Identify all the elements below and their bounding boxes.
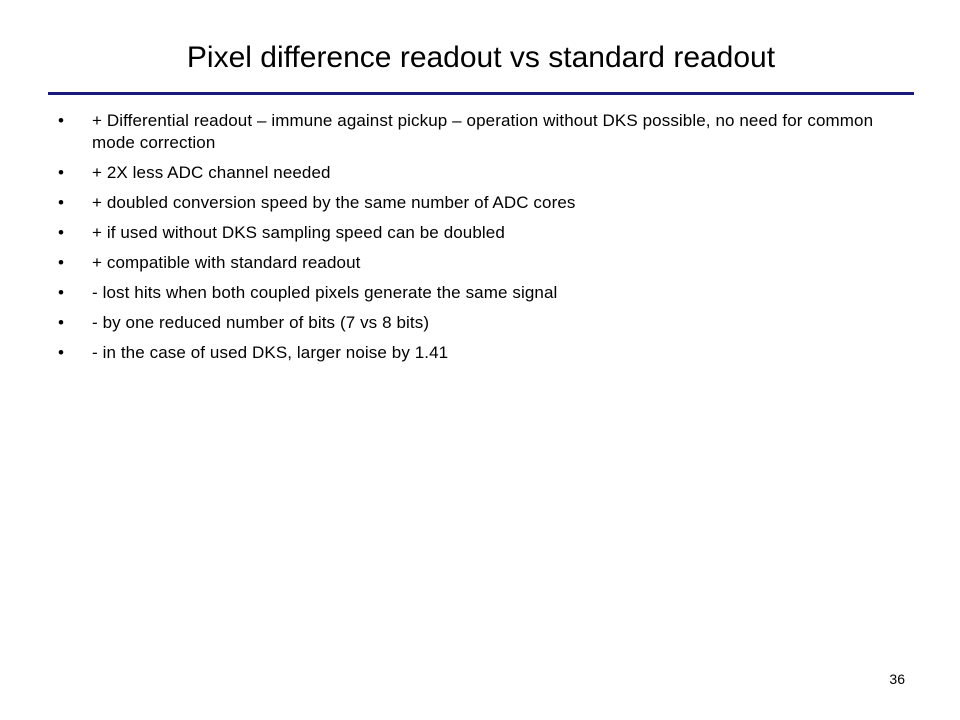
bullet-item — [58, 110, 898, 154]
bullet-item — [58, 252, 898, 274]
bullet-item — [58, 222, 898, 244]
bullet-text: + Differential readout – immune against pickup – operation without DKS possible, no need for common mode correction — [92, 111, 874, 152]
bullet-item — [58, 342, 898, 364]
bullet-marker: • — [58, 343, 65, 362]
bullet-item — [58, 312, 898, 334]
bullet-item — [58, 192, 898, 214]
bullet-text: - in the case of used DKS, larger noise by 1.41 — [92, 343, 449, 362]
page-number: 36 — [889, 671, 905, 687]
bullet-text: - lost hits when both coupled pixels generate the same signal — [92, 283, 558, 302]
bullet-marker: • — [58, 163, 65, 182]
bullet-marker: • — [58, 253, 65, 272]
bullet-text: + doubled conversion speed by the same number of ADC cores — [92, 193, 576, 212]
title-divider — [48, 92, 914, 95]
bullet-marker: • — [58, 193, 65, 212]
bullet-text: + compatible with standard readout — [92, 253, 361, 272]
slide-title: Pixel difference readout vs standard readout — [186, 41, 776, 74]
bullet-item — [58, 282, 898, 304]
bullet-item — [58, 162, 898, 184]
bullet-list — [58, 110, 898, 372]
bullet-marker: • — [58, 223, 65, 242]
bullet-marker: • — [58, 313, 65, 332]
bullet-text: + 2X less ADC channel needed — [92, 163, 331, 182]
bullet-text: + if used without DKS sampling speed can be doubled — [92, 223, 505, 242]
bullet-text: - by one reduced number of bits (7 vs 8 bits) — [92, 313, 430, 332]
bullet-marker: • — [58, 283, 65, 302]
bullet-marker: • — [58, 111, 65, 130]
